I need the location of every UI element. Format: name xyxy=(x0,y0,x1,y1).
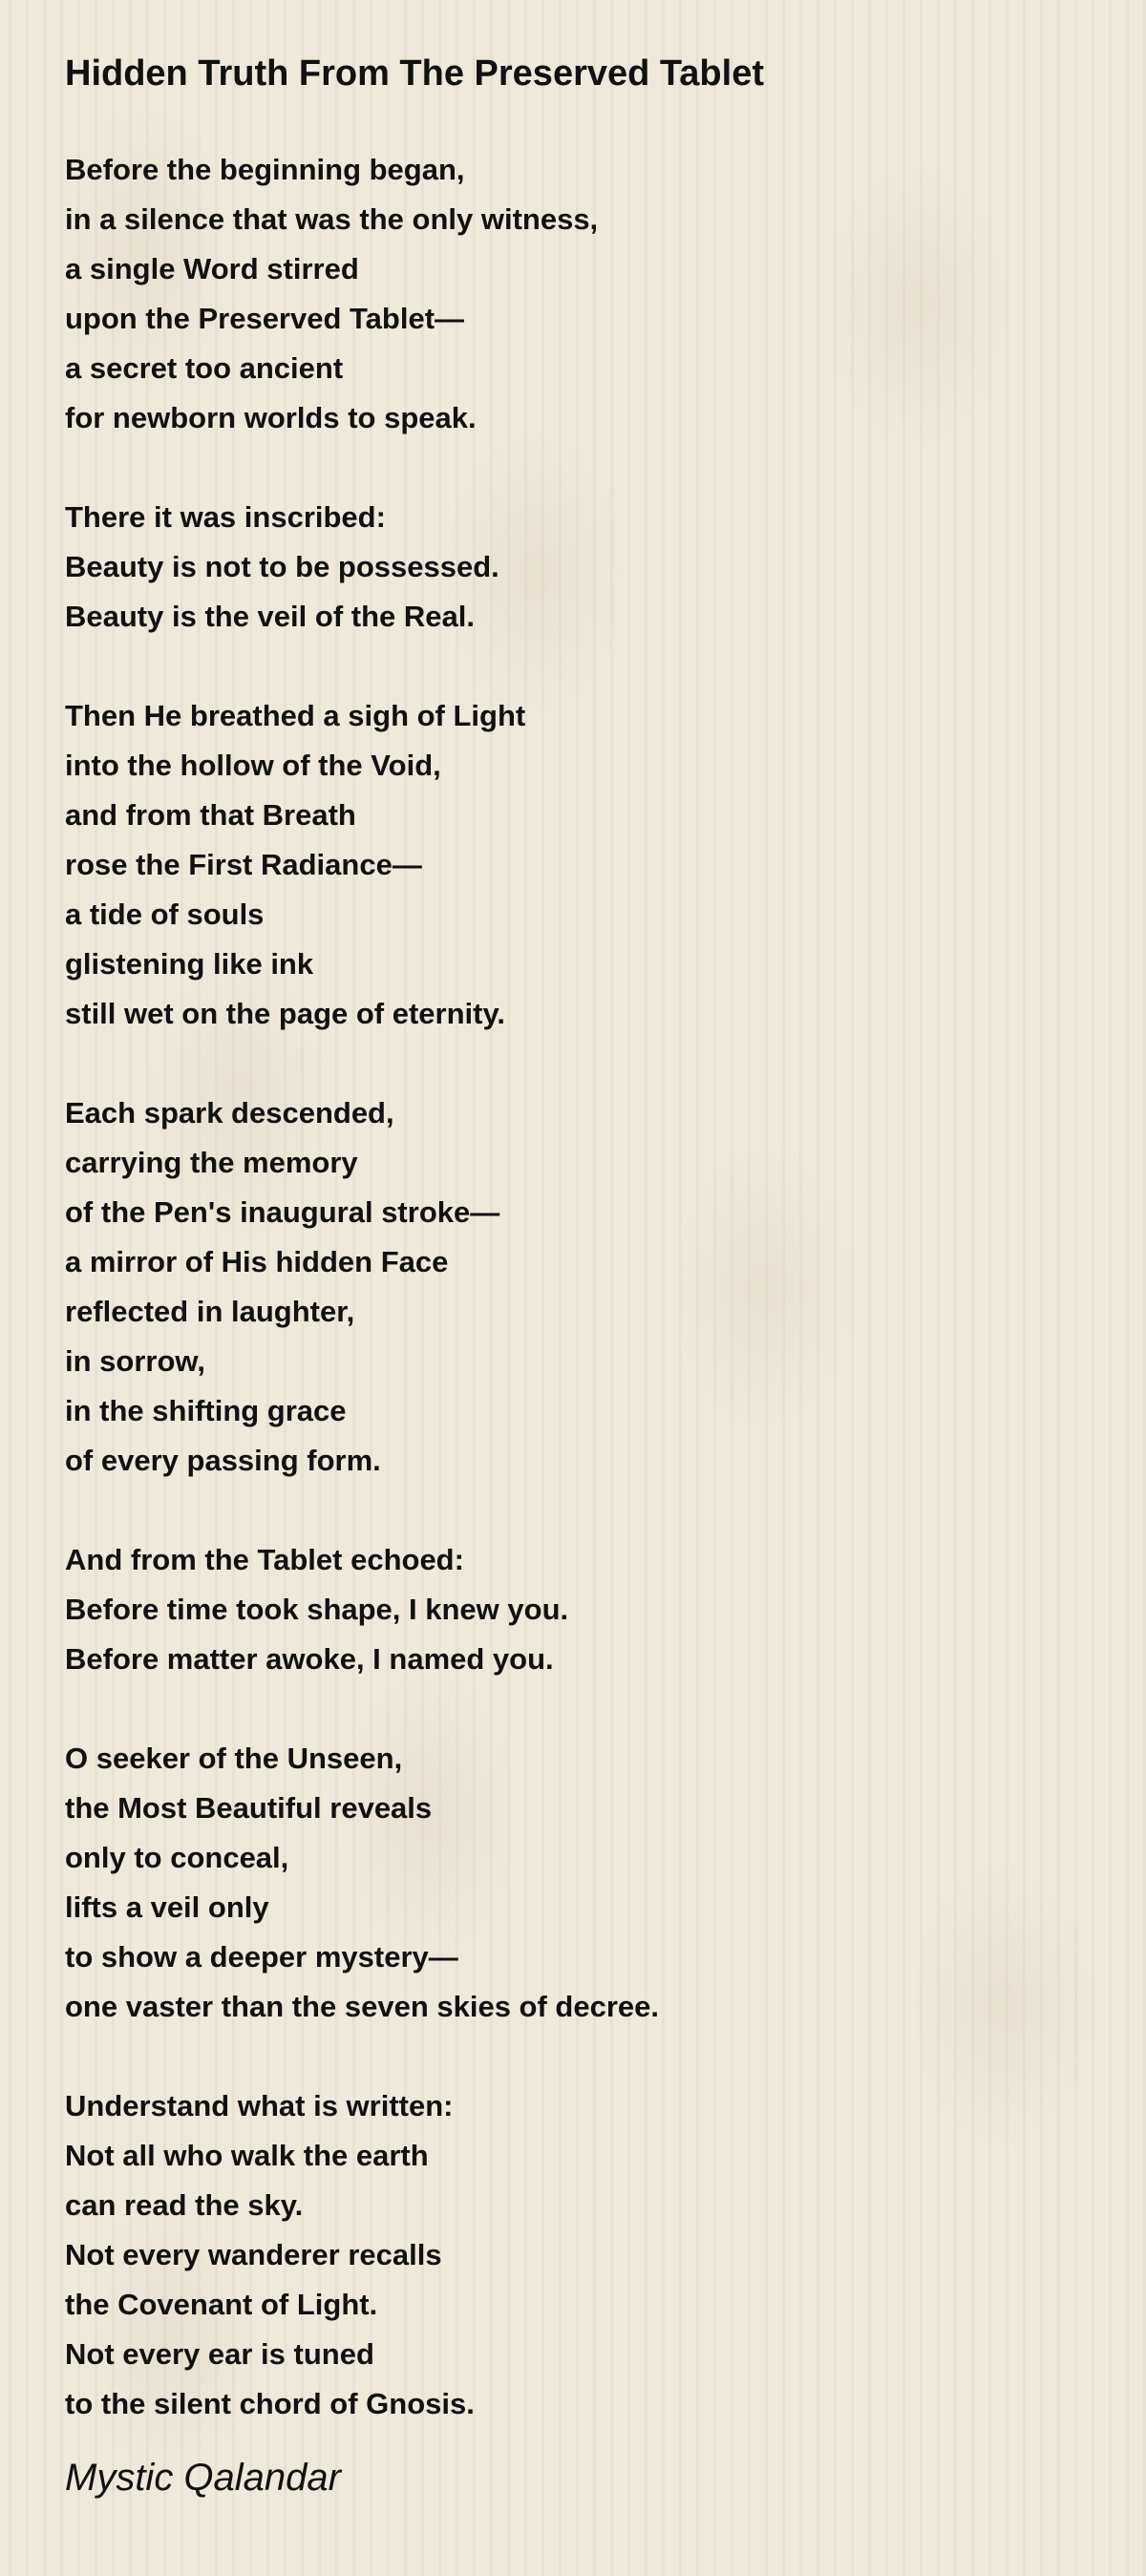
poem-line: to the silent chord of Gnosis. xyxy=(65,2387,475,2420)
poem-line: carrying the memory xyxy=(65,1146,358,1179)
stanza xyxy=(65,1535,1096,1684)
poem-line: Not all who walk the earth xyxy=(65,2139,429,2172)
poem-line: for newborn worlds to speak. xyxy=(65,401,477,434)
poem-line: of every passing form. xyxy=(65,1444,381,1477)
poem-line: still wet on the page of eternity. xyxy=(65,997,506,1030)
poem-line: rose the First Radiance— xyxy=(65,848,422,881)
stanza xyxy=(65,691,1096,1039)
poem-line: only to conceal, xyxy=(65,1841,289,1874)
poem-line: Beauty is not to be possessed. xyxy=(65,550,499,583)
poem-line: Understand what is written: xyxy=(65,2089,454,2122)
poem-line: And from the Tablet echoed: xyxy=(65,1543,464,1576)
poem-line: Before matter awoke, I named you. xyxy=(65,1642,554,1676)
poem-line: and from that Breath xyxy=(65,798,356,832)
poem-line: Before time took shape, I knew you. xyxy=(65,1593,569,1626)
poem-line: in the shifting grace xyxy=(65,1394,347,1427)
poem-line: into the hollow of the Void, xyxy=(65,749,441,782)
poem-line: the Covenant of Light. xyxy=(65,2288,378,2321)
poem-line: a tide of souls xyxy=(65,897,265,931)
poem-line: Not every ear is tuned xyxy=(65,2337,374,2371)
poem-line: the Most Beautiful reveals xyxy=(65,1791,433,1825)
stanza xyxy=(65,145,1096,443)
poem-line: in sorrow, xyxy=(65,1344,205,1378)
poem-line: There it was inscribed: xyxy=(65,500,386,534)
stanza xyxy=(65,1088,1096,1486)
poem-line: Not every wanderer recalls xyxy=(65,2238,442,2271)
poem-line: Then He breathed a sigh of Light xyxy=(65,699,526,732)
poem-line: can read the sky. xyxy=(65,2188,304,2222)
stanza xyxy=(65,2081,1096,2429)
stanza xyxy=(65,493,1096,642)
poem-line: glistening like ink xyxy=(65,947,314,981)
poem-line: of the Pen's inaugural stroke— xyxy=(65,1195,500,1229)
poem-line: upon the Preserved Tablet— xyxy=(65,302,465,335)
poem-line: a secret too ancient xyxy=(65,351,344,385)
poem-line: Before the beginning began, xyxy=(65,153,465,186)
poem-line: lifts a veil only xyxy=(65,1890,269,1924)
stanza xyxy=(65,1734,1096,2032)
poem-line: O seeker of the Unseen, xyxy=(65,1742,403,1775)
poem-line: a single Word stirred xyxy=(65,252,359,285)
poem-line: in a silence that was the only witness, xyxy=(65,202,599,236)
poem-page xyxy=(65,50,1096,2502)
poem-line: reflected in laughter, xyxy=(65,1295,355,1328)
poem-line: Each spark descended, xyxy=(65,1096,394,1130)
poem-line: to show a deeper mystery— xyxy=(65,1940,458,1974)
poem-title: Hidden Truth From The Preserved Tablet xyxy=(65,53,764,94)
poem-author: Mystic Qalandar xyxy=(65,2457,341,2499)
poem-line: a mirror of His hidden Face xyxy=(65,1245,449,1278)
poem-line: one vaster than the seven skies of decree. xyxy=(65,1990,659,2023)
poem-line: Beauty is the veil of the Real. xyxy=(65,600,475,633)
poem-body xyxy=(65,145,1096,2429)
